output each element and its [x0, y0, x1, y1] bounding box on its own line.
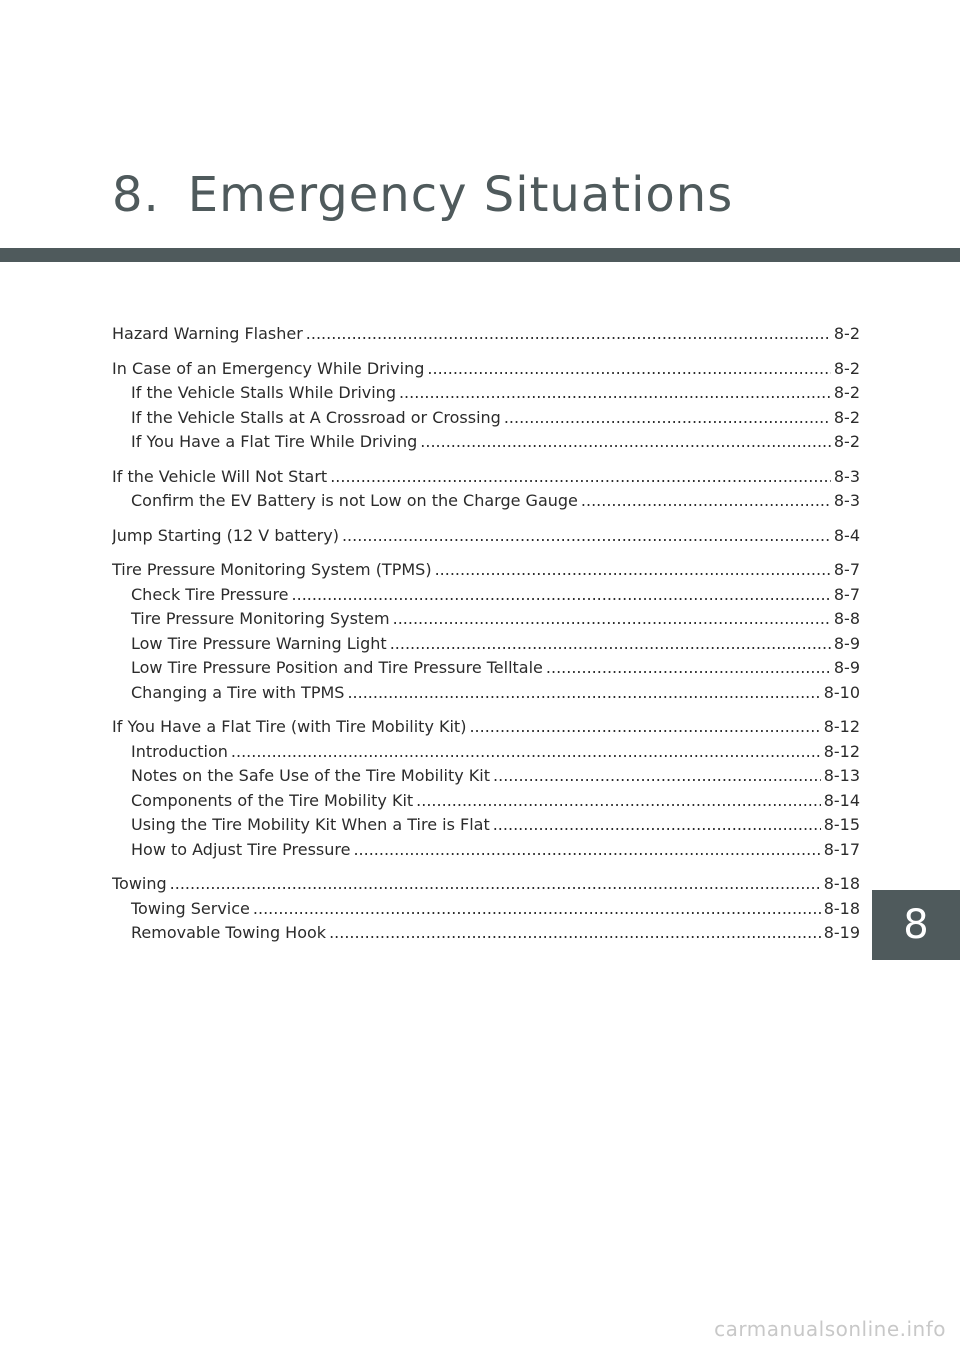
toc-entry[interactable] — [112, 921, 860, 946]
table-of-contents — [112, 322, 860, 946]
toc-entry-page: 8-7 — [833, 560, 860, 579]
header-rule — [0, 248, 960, 262]
toc-entry[interactable] — [112, 715, 860, 740]
toc-entry-page: 8-2 — [833, 383, 860, 402]
toc-entry-title: Check Tire Pressure — [131, 584, 289, 604]
toc-entry[interactable] — [112, 322, 860, 347]
toc-entry[interactable] — [112, 872, 860, 897]
toc-leader-dots — [546, 656, 831, 681]
toc-leader-dots — [253, 897, 821, 922]
toc-entry[interactable] — [112, 357, 860, 382]
toc-entry-title: Towing Service — [131, 898, 250, 918]
toc-entry-title: Tire Pressure Monitoring System (TPMS) — [112, 560, 432, 579]
toc-leader-dots — [416, 789, 821, 814]
toc-entry-page: 8-4 — [833, 525, 860, 545]
toc-entry[interactable] — [112, 430, 860, 455]
toc-entry-page: 8-12 — [823, 717, 860, 736]
toc-entry-title: Towing — [112, 874, 167, 893]
toc-entry-page: 8-18 — [823, 874, 860, 893]
toc-entry-page: 8-2 — [833, 358, 860, 378]
toc-entry-page: 8-12 — [823, 741, 860, 761]
toc-leader-dots — [347, 681, 820, 706]
toc-leader-dots — [399, 381, 831, 406]
toc-entry[interactable] — [112, 740, 860, 765]
toc-leader-dots — [427, 357, 830, 382]
toc-entry-title: Low Tire Pressure Warning Light — [131, 633, 387, 653]
chapter-tab-label: 8 — [903, 902, 929, 948]
toc-entry-title: If the Vehicle Will Not Start — [112, 466, 328, 486]
toc-entry-page: 8-8 — [833, 609, 860, 628]
toc-entry-page: 8-17 — [823, 839, 860, 859]
chapter-title: Emergency Situations — [187, 167, 734, 223]
toc-leader-dots — [231, 740, 821, 765]
toc-leader-dots — [469, 715, 820, 740]
toc-entry-title: Using the Tire Mobility Kit When a Tire is Flat — [131, 815, 490, 834]
toc-entry-title: Changing a Tire with TPMS — [131, 682, 345, 702]
toc-entry-title: Introduction — [131, 741, 228, 761]
toc-entry-page: 8-3 — [833, 466, 860, 486]
toc-leader-dots — [170, 872, 821, 897]
toc-entry-title: Components of the Tire Mobility Kit — [131, 790, 414, 810]
toc-entry-title: How to Adjust Tire Pressure — [131, 839, 351, 859]
toc-leader-dots — [342, 524, 831, 549]
toc-entry[interactable] — [112, 406, 860, 431]
toc-entry[interactable] — [112, 656, 860, 681]
toc-entry[interactable] — [112, 465, 860, 490]
toc-entry-title: Notes on the Safe Use of the Tire Mobility Kit — [131, 766, 491, 785]
toc-entry[interactable] — [112, 681, 860, 706]
chapter-tab[interactable] — [872, 890, 960, 960]
toc-entry-page: 8-2 — [833, 432, 860, 451]
toc-leader-dots — [353, 838, 820, 863]
toc-entry-title: If You Have a Flat Tire (with Tire Mobility Kit) — [112, 717, 467, 736]
toc-entry[interactable] — [112, 789, 860, 814]
toc-entry[interactable] — [112, 583, 860, 608]
toc-entry-page: 8-3 — [833, 491, 860, 510]
toc-entry[interactable] — [112, 607, 860, 632]
toc-entry[interactable] — [112, 838, 860, 863]
toc-leader-dots — [390, 632, 831, 657]
toc-leader-dots — [330, 465, 831, 490]
toc-entry-title: If You Have a Flat Tire While Driving — [131, 432, 418, 451]
toc-entry-page: 8-9 — [833, 633, 860, 653]
chapter-heading — [112, 160, 733, 230]
toc-leader-dots — [493, 813, 821, 838]
toc-entry[interactable] — [112, 489, 860, 514]
toc-entry[interactable] — [112, 632, 860, 657]
watermark: carmanualsonline.info — [714, 1317, 946, 1341]
toc-entry-page: 8-19 — [823, 923, 860, 942]
toc-entry-title: In Case of an Emergency While Driving — [112, 358, 425, 378]
toc-entry[interactable] — [112, 381, 860, 406]
toc-leader-dots — [504, 406, 831, 431]
toc-entry-title: Removable Towing Hook — [131, 923, 327, 942]
toc-entry[interactable] — [112, 524, 860, 549]
toc-entry-page: 8-9 — [833, 658, 860, 677]
toc-entry-title: Jump Starting (12 V battery) — [112, 525, 339, 545]
toc-leader-dots — [420, 430, 831, 455]
chapter-number: 8. — [112, 167, 160, 223]
toc-leader-dots — [329, 921, 821, 946]
toc-entry-title: Hazard Warning Flasher — [112, 324, 303, 343]
toc-entry-page: 8-7 — [833, 584, 860, 604]
toc-entry-page: 8-2 — [833, 324, 860, 343]
toc-leader-dots — [435, 558, 831, 583]
toc-entry[interactable] — [112, 764, 860, 789]
toc-entry-title: If the Vehicle Stalls While Driving — [131, 383, 396, 402]
toc-entry[interactable] — [112, 813, 860, 838]
toc-entry-page: 8-13 — [823, 766, 860, 785]
toc-entry-page: 8-18 — [823, 898, 860, 918]
toc-entry-title: If the Vehicle Stalls at A Crossroad or Crossing — [131, 407, 501, 427]
toc-leader-dots — [581, 489, 831, 514]
toc-entry-title: Low Tire Pressure Position and Tire Pressure Telltale — [131, 658, 543, 677]
toc-leader-dots — [292, 583, 831, 608]
toc-entry-page: 8-15 — [823, 815, 860, 834]
toc-leader-dots — [493, 764, 821, 789]
toc-entry-title: Tire Pressure Monitoring System — [131, 609, 390, 628]
toc-entry-page: 8-14 — [823, 790, 860, 810]
toc-entry-page: 8-2 — [833, 407, 860, 427]
toc-entry-page: 8-10 — [823, 682, 860, 702]
toc-entry[interactable] — [112, 897, 860, 922]
toc-entry-title: Confirm the EV Battery is not Low on the Charge Gauge — [131, 491, 578, 510]
toc-leader-dots — [306, 322, 831, 347]
toc-leader-dots — [393, 607, 831, 632]
toc-entry[interactable] — [112, 558, 860, 583]
